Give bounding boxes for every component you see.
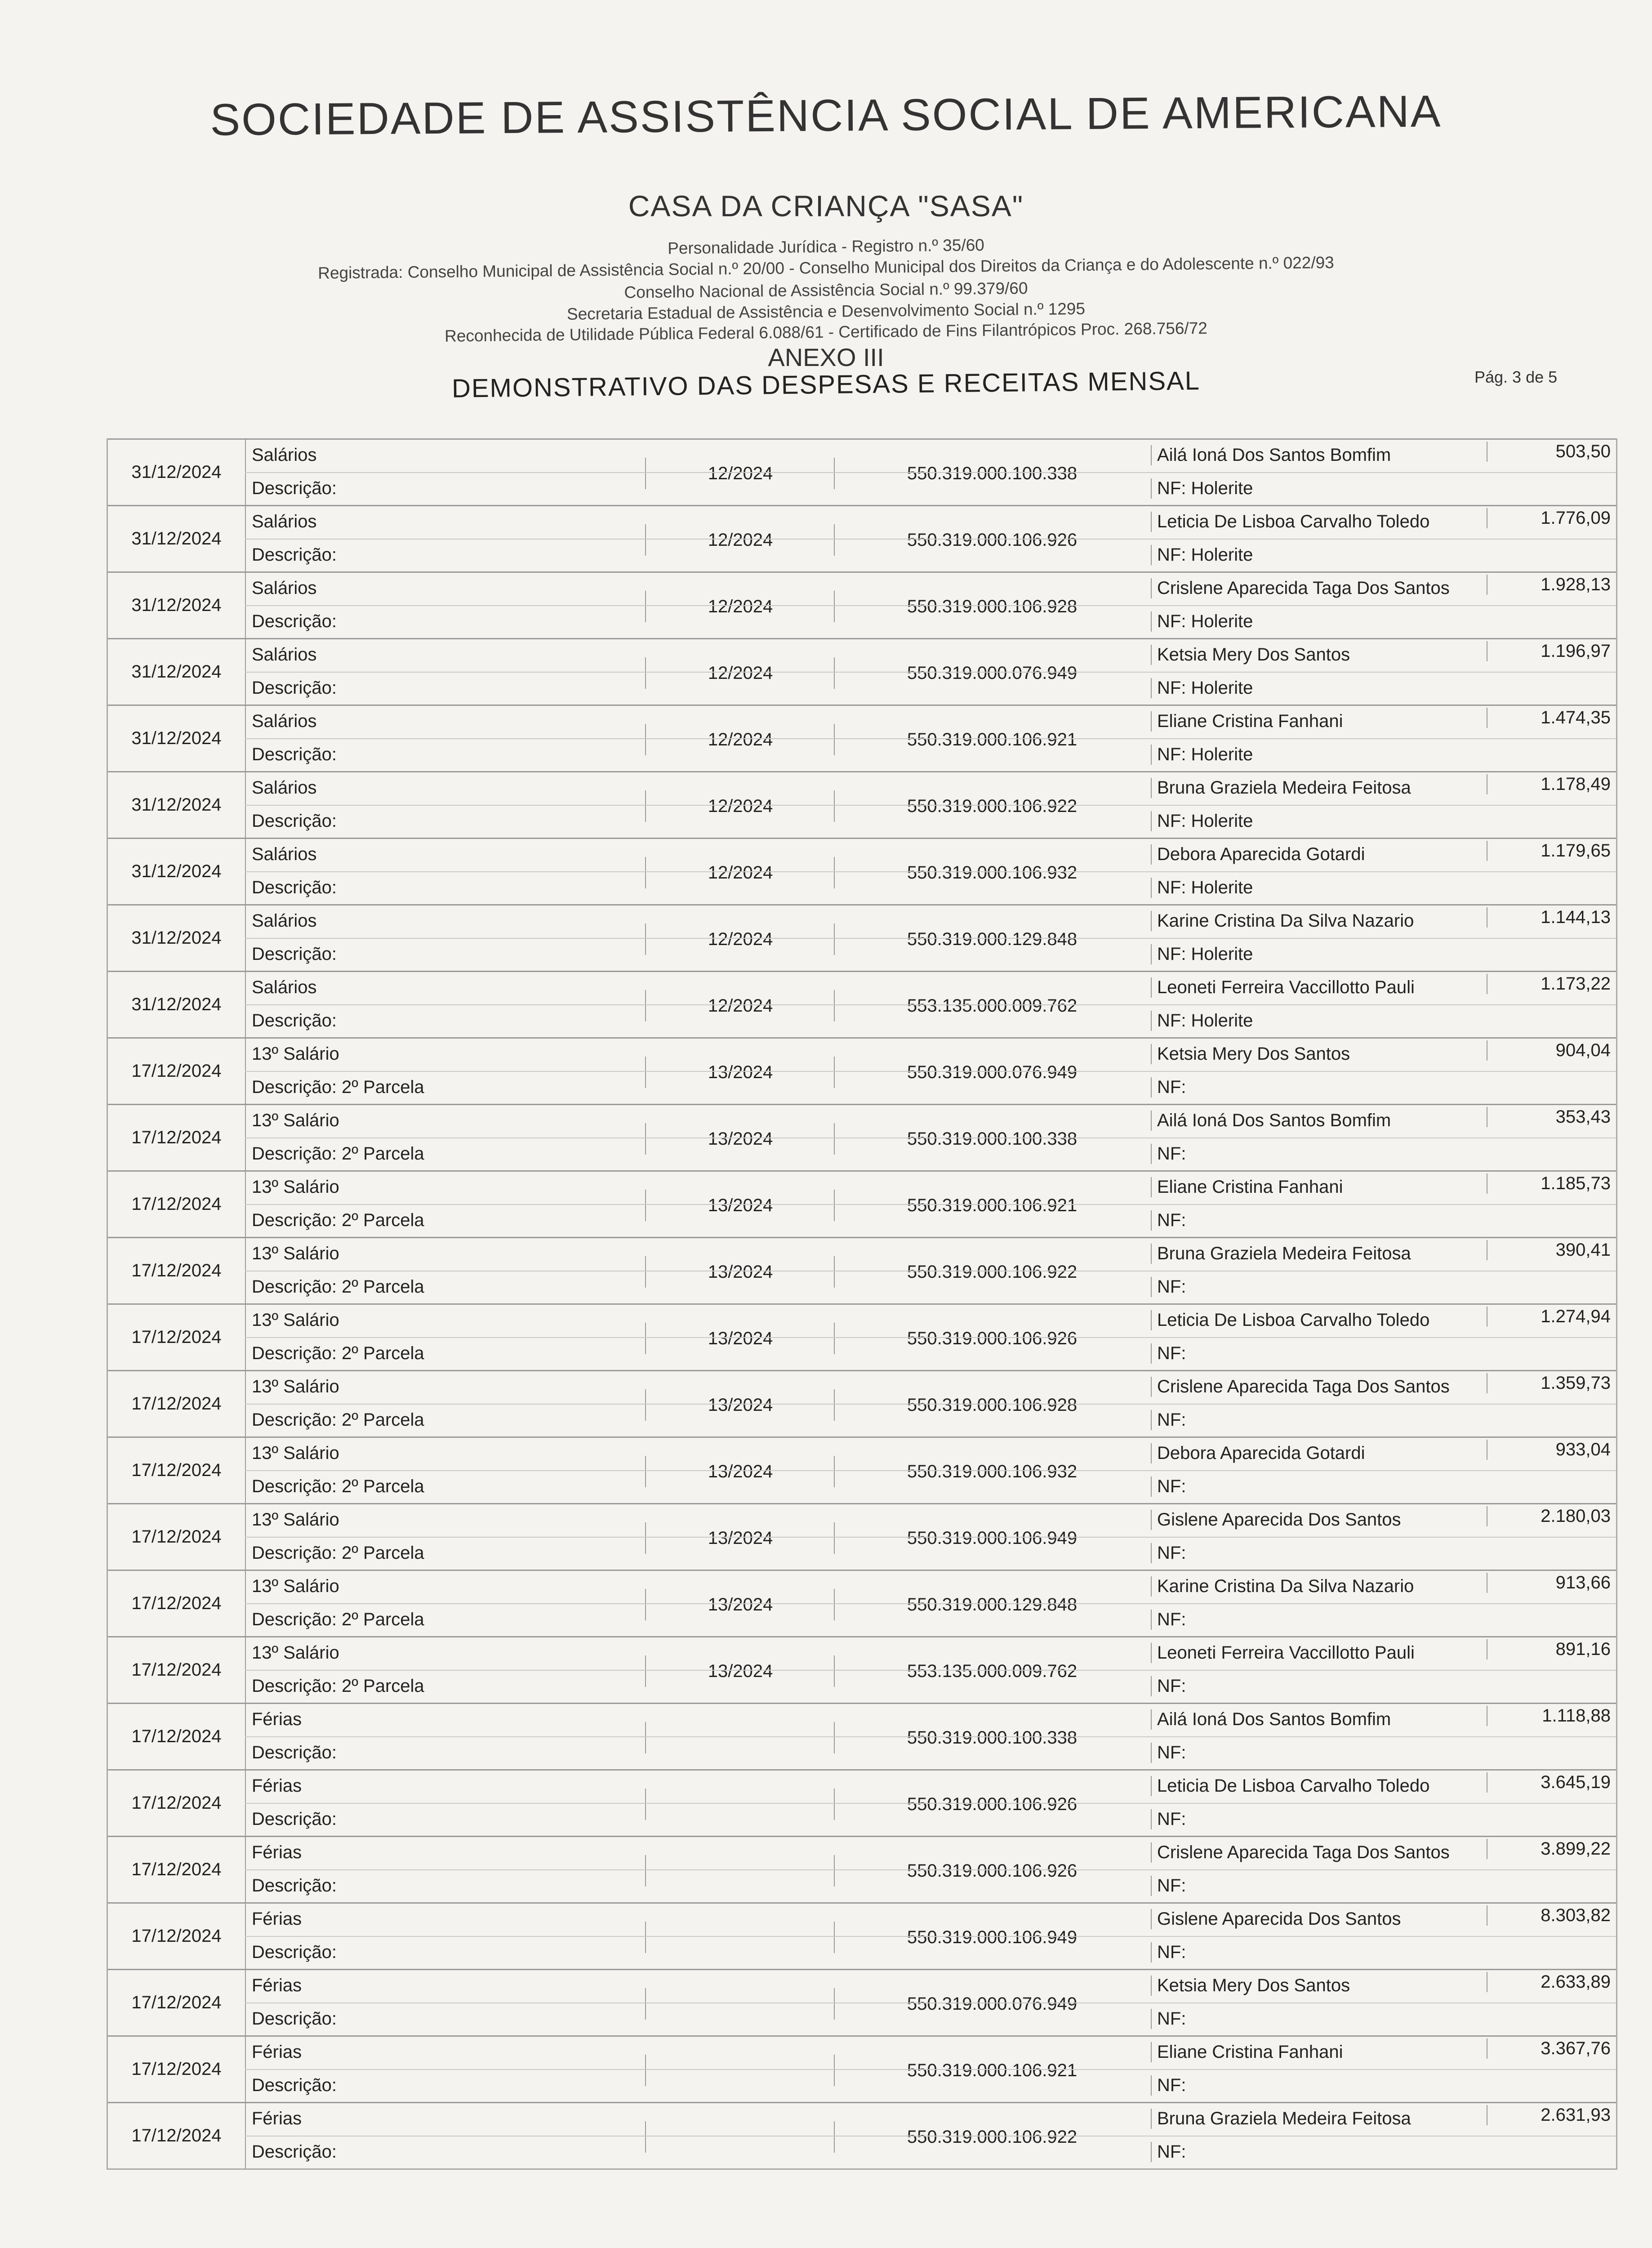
entry-competence: 13/2024 xyxy=(645,1389,835,1421)
entry-account: 550.319.000.106.921 xyxy=(834,2055,1149,2086)
entry-description: Descrição: 2º Parcela xyxy=(252,1410,424,1430)
entry-description: Descrição: xyxy=(252,811,337,831)
entry-competence: 12/2024 xyxy=(645,524,835,556)
entry-employee-name: Crislene Aparecida Taga Dos Santos xyxy=(1151,1377,1450,1397)
entry-date: 17/12/2024 xyxy=(108,1105,246,1170)
table-row xyxy=(108,838,1616,904)
entry-category: 13º Salário xyxy=(252,1643,339,1663)
entry-competence xyxy=(645,1789,835,1820)
entry-amount: 3.367,76 xyxy=(1487,2038,1611,2059)
entry-nf: NF: xyxy=(1151,1743,1186,1763)
entry-nf: NF: Holerite xyxy=(1151,678,1253,698)
registration-line-4: Secretaria Estadual de Assistência e Desenvolvimento Social n.º 1295 xyxy=(566,299,1086,324)
registration-line-3: Conselho Nacional de Assistência Social n.º 99.379/60 xyxy=(624,279,1028,302)
entry-description: Descrição: 2º Parcela xyxy=(252,1144,424,1164)
entry-amount: 1.196,97 xyxy=(1487,641,1611,661)
entry-amount: 8.303,82 xyxy=(1487,1905,1611,1926)
entry-category: 13º Salário xyxy=(252,1443,339,1463)
entry-account: 550.319.000.100.338 xyxy=(834,1123,1149,1155)
entry-employee-name: Crislene Aparecida Taga Dos Santos xyxy=(1151,578,1450,598)
entry-category: Férias xyxy=(252,1709,302,1729)
entry-competence: 12/2024 xyxy=(645,458,835,489)
entry-description: Descrição: xyxy=(252,745,337,764)
entry-competence: 12/2024 xyxy=(645,591,835,622)
table-row xyxy=(108,1037,1616,1104)
registration-line-1: Personalidade Jurídica - Registro n.º 35/60 xyxy=(668,236,984,258)
entry-date: 31/12/2024 xyxy=(108,972,246,1037)
entry-amount: 1.118,88 xyxy=(1487,1706,1611,1726)
entry-employee-name: Leoneti Ferreira Vaccillotto Pauli xyxy=(1151,977,1415,998)
entry-employee-name: Eliane Cristina Fanhani xyxy=(1151,711,1343,731)
registration-line-5: Reconhecida de Utilidade Pública Federal 6.088/61 - Certificado de Fins Filantrópicos Proc. 268.756/72 xyxy=(444,319,1208,345)
entry-nf: NF: xyxy=(1151,1942,1186,1963)
entry-description: Descrição: 2º Parcela xyxy=(252,1210,424,1230)
entry-description: Descrição: 2º Parcela xyxy=(252,1077,424,1097)
entry-competence: 13/2024 xyxy=(645,1522,835,1554)
table-row xyxy=(108,971,1616,1037)
entry-nf: NF: xyxy=(1151,1077,1186,1097)
entry-date: 31/12/2024 xyxy=(108,839,246,904)
entry-account: 550.319.000.106.926 xyxy=(834,1789,1149,1820)
entry-account: 550.319.000.106.926 xyxy=(834,1855,1149,1887)
entry-description: Descrição: 2º Parcela xyxy=(252,1610,424,1629)
entry-nf: NF: Holerite xyxy=(1151,478,1253,499)
entry-nf: NF: xyxy=(1151,1343,1186,1364)
entry-date: 31/12/2024 xyxy=(108,440,246,505)
entry-category: Salários xyxy=(252,911,317,931)
entry-description: Descrição: xyxy=(252,1809,337,1829)
entry-employee-name: Bruna Graziela Medeira Feitosa xyxy=(1151,778,1411,798)
table-row xyxy=(108,904,1616,971)
entry-date: 31/12/2024 xyxy=(108,506,246,571)
entry-nf: NF: Holerite xyxy=(1151,745,1253,765)
table-row xyxy=(108,1370,1616,1436)
entry-employee-name: Bruna Graziela Medeira Feitosa xyxy=(1151,2109,1411,2129)
entry-category: 13º Salário xyxy=(252,1377,339,1396)
entry-amount: 913,66 xyxy=(1487,1573,1611,1593)
entry-description: Descrição: 2º Parcela xyxy=(252,1676,424,1696)
entry-account: 550.319.000.106.922 xyxy=(834,790,1149,822)
entry-competence: 13/2024 xyxy=(645,1256,835,1288)
entry-description: Descrição: xyxy=(252,1876,337,1896)
entry-employee-name: Eliane Cristina Fanhani xyxy=(1151,1177,1343,1197)
entry-competence: 12/2024 xyxy=(645,790,835,822)
entry-amount: 353,43 xyxy=(1487,1107,1611,1127)
entry-account: 550.319.000.106.932 xyxy=(834,857,1149,888)
table-row xyxy=(108,1436,1616,1503)
entry-category: Salários xyxy=(252,977,317,997)
entry-category: 13º Salário xyxy=(252,1310,339,1330)
entry-date: 17/12/2024 xyxy=(108,1771,246,1836)
entry-employee-name: Leoneti Ferreira Vaccillotto Pauli xyxy=(1151,1643,1415,1663)
entry-description: Descrição: xyxy=(252,2142,337,2162)
entry-account: 550.319.000.100.338 xyxy=(834,1722,1149,1753)
entry-account: 550.319.000.076.949 xyxy=(834,657,1149,689)
entry-amount: 1.274,94 xyxy=(1487,1307,1611,1327)
entry-account: 550.319.000.129.848 xyxy=(834,1589,1149,1620)
entry-amount: 1.474,35 xyxy=(1487,708,1611,728)
entry-date: 17/12/2024 xyxy=(108,1904,246,1969)
entry-category: 13º Salário xyxy=(252,1576,339,1596)
entry-description: Descrição: xyxy=(252,1942,337,1962)
entry-description: Descrição: xyxy=(252,478,337,498)
entry-amount: 2.633,89 xyxy=(1487,1972,1611,1992)
entry-nf: NF: xyxy=(1151,1210,1186,1231)
entry-employee-name: Debora Aparecida Gotardi xyxy=(1151,1443,1365,1463)
entry-amount: 2.631,93 xyxy=(1487,2105,1611,2125)
entry-nf: NF: xyxy=(1151,1676,1186,1696)
entry-description: Descrição: xyxy=(252,2009,337,2029)
entry-employee-name: Leticia De Lisboa Carvalho Toledo xyxy=(1151,512,1429,532)
entry-nf: NF: Holerite xyxy=(1151,611,1253,632)
entry-nf: NF: xyxy=(1151,1144,1186,1164)
entry-competence: 12/2024 xyxy=(645,724,835,755)
entry-account: 550.319.000.106.921 xyxy=(834,1190,1149,1221)
entry-employee-name: Karine Cristina Da Silva Nazario xyxy=(1151,911,1414,931)
entry-date: 17/12/2024 xyxy=(108,2103,246,2168)
entry-amount: 904,04 xyxy=(1487,1040,1611,1061)
entry-account: 550.319.000.076.949 xyxy=(834,1988,1149,2020)
entry-employee-name: Leticia De Lisboa Carvalho Toledo xyxy=(1151,1776,1429,1796)
entry-date: 31/12/2024 xyxy=(108,905,246,971)
entry-account: 550.319.000.076.949 xyxy=(834,1057,1149,1088)
entry-amount: 3.899,22 xyxy=(1487,1839,1611,1859)
entry-employee-name: Gislene Aparecida Dos Santos xyxy=(1151,1909,1401,1929)
entry-description: Descrição: xyxy=(252,611,337,631)
entry-date: 31/12/2024 xyxy=(108,573,246,638)
entry-employee-name: Ailá Ioná Dos Santos Bomfim xyxy=(1151,1709,1391,1730)
table-row xyxy=(108,571,1616,638)
entry-description: Descrição: 2º Parcela xyxy=(252,1343,424,1363)
entry-nf: NF: xyxy=(1151,2009,1186,2029)
entry-employee-name: Ailá Ioná Dos Santos Bomfim xyxy=(1151,445,1391,465)
entry-employee-name: Debora Aparecida Gotardi xyxy=(1151,844,1365,865)
entry-nf: NF: xyxy=(1151,1476,1186,1497)
table-row xyxy=(108,1303,1616,1370)
registration-line-2: Registrada: Conselho Municipal de Assistência Social n.º 20/00 - Conselho Municipal dos Direitos da Criança e do Adolescente n.º 022/93 xyxy=(317,253,1334,282)
entry-nf: NF: xyxy=(1151,1610,1186,1630)
entry-nf: NF: xyxy=(1151,1410,1186,1430)
entry-competence: 12/2024 xyxy=(645,990,835,1021)
entry-amount: 891,16 xyxy=(1487,1639,1611,1659)
entry-category: Salários xyxy=(252,512,317,531)
entry-category: Salários xyxy=(252,578,317,598)
entry-category: Salários xyxy=(252,844,317,864)
entry-competence: 13/2024 xyxy=(645,1456,835,1487)
entry-employee-name: Ketsia Mery Dos Santos xyxy=(1151,1976,1350,1996)
table-row xyxy=(108,705,1616,771)
entry-amount: 1.928,13 xyxy=(1487,575,1611,595)
entry-description: Descrição: xyxy=(252,678,337,698)
entry-employee-name: Bruna Graziela Medeira Feitosa xyxy=(1151,1244,1411,1264)
table-row xyxy=(108,1170,1616,1237)
entry-account: 550.319.000.106.926 xyxy=(834,524,1149,556)
entry-employee-name: Karine Cristina Da Silva Nazario xyxy=(1151,1576,1414,1597)
table-row xyxy=(108,1570,1616,1636)
entry-amount: 1.144,13 xyxy=(1487,907,1611,928)
entry-date: 31/12/2024 xyxy=(108,706,246,771)
entry-amount: 3.645,19 xyxy=(1487,1772,1611,1793)
entry-competence: 13/2024 xyxy=(645,1123,835,1155)
entry-date: 31/12/2024 xyxy=(108,639,246,705)
entry-competence: 12/2024 xyxy=(645,923,835,955)
entry-competence: 13/2024 xyxy=(645,1190,835,1221)
entry-competence: 12/2024 xyxy=(645,857,835,888)
entry-employee-name: Ketsia Mery Dos Santos xyxy=(1151,1044,1350,1064)
entry-competence: 12/2024 xyxy=(645,657,835,689)
entry-date: 17/12/2024 xyxy=(108,1837,246,1902)
entry-category: Salários xyxy=(252,445,317,465)
table-row xyxy=(108,638,1616,705)
entry-account: 550.319.000.106.922 xyxy=(834,1256,1149,1288)
entry-competence xyxy=(645,2121,835,2153)
entry-nf: NF: Holerite xyxy=(1151,878,1253,898)
entry-date: 17/12/2024 xyxy=(108,1438,246,1503)
entry-category: Férias xyxy=(252,1976,302,1995)
table-row xyxy=(108,438,1616,505)
table-row xyxy=(108,1836,1616,1902)
entry-account: 550.319.000.106.921 xyxy=(834,724,1149,755)
entry-date: 17/12/2024 xyxy=(108,1637,246,1703)
table-row xyxy=(108,771,1616,838)
entry-category: Férias xyxy=(252,1842,302,1862)
entry-employee-name: Gislene Aparecida Dos Santos xyxy=(1151,1510,1401,1530)
table-row xyxy=(108,1636,1616,1703)
entry-amount: 1.359,73 xyxy=(1487,1373,1611,1393)
entry-employee-name: Ailá Ioná Dos Santos Bomfim xyxy=(1151,1111,1391,1131)
entry-category: Férias xyxy=(252,2042,302,2062)
entry-date: 17/12/2024 xyxy=(108,2037,246,2102)
entry-nf: NF: xyxy=(1151,1809,1186,1829)
entry-account: 553.135.000.009.762 xyxy=(834,990,1149,1021)
entry-category: Férias xyxy=(252,1776,302,1796)
entry-competence xyxy=(645,1722,835,1753)
entry-date: 17/12/2024 xyxy=(108,1172,246,1237)
entry-category: Férias xyxy=(252,1909,302,1929)
entry-account: 550.319.000.106.928 xyxy=(834,591,1149,622)
entry-competence xyxy=(645,1988,835,2020)
entry-employee-name: Leticia De Lisboa Carvalho Toledo xyxy=(1151,1310,1429,1330)
entry-description: Descrição: xyxy=(252,2075,337,2095)
entry-employee-name: Ketsia Mery Dos Santos xyxy=(1151,645,1350,665)
entry-nf: NF: xyxy=(1151,1277,1186,1297)
entry-category: 13º Salário xyxy=(252,1177,339,1197)
entry-amount: 390,41 xyxy=(1487,1240,1611,1260)
entry-amount: 1.179,65 xyxy=(1487,841,1611,861)
entry-date: 17/12/2024 xyxy=(108,1970,246,2035)
entry-description: Descrição: xyxy=(252,944,337,964)
organization-name: SOCIEDADE DE ASSISTÊNCIA SOCIAL DE AMERICANA xyxy=(210,86,1442,145)
page-number: Pág. 3 de 5 xyxy=(1474,368,1558,386)
entry-amount: 1.178,49 xyxy=(1487,774,1611,794)
entry-category: 13º Salário xyxy=(252,1044,339,1064)
table-row xyxy=(108,1503,1616,1570)
entry-amount: 1.776,09 xyxy=(1487,508,1611,528)
entry-nf: NF: Holerite xyxy=(1151,1011,1253,1031)
entry-date: 17/12/2024 xyxy=(108,1238,246,1303)
expense-table xyxy=(107,438,1617,2170)
entry-amount: 2.180,03 xyxy=(1487,1506,1611,1526)
entry-nf: NF: Holerite xyxy=(1151,944,1253,964)
entry-category: Férias xyxy=(252,2109,302,2128)
table-row xyxy=(108,1769,1616,1836)
entry-category: Salários xyxy=(252,711,317,731)
entry-account: 550.319.000.106.928 xyxy=(834,1389,1149,1421)
entry-category: 13º Salário xyxy=(252,1510,339,1530)
entry-competence xyxy=(645,1922,835,1953)
table-row xyxy=(108,505,1616,571)
entry-account: 550.319.000.106.949 xyxy=(834,1922,1149,1953)
entry-employee-name: Eliane Cristina Fanhani xyxy=(1151,2042,1343,2062)
entry-account: 550.319.000.129.848 xyxy=(834,923,1149,955)
entry-account: 553.135.000.009.762 xyxy=(834,1655,1149,1687)
entry-category: Salários xyxy=(252,778,317,798)
entry-date: 17/12/2024 xyxy=(108,1039,246,1104)
entry-category: 13º Salário xyxy=(252,1244,339,1263)
entry-date: 17/12/2024 xyxy=(108,1371,246,1436)
entry-competence: 13/2024 xyxy=(645,1057,835,1088)
entry-nf: NF: xyxy=(1151,1543,1186,1563)
entry-amount: 933,04 xyxy=(1487,1440,1611,1460)
entry-date: 17/12/2024 xyxy=(108,1305,246,1370)
statement-title: DEMONSTRATIVO DAS DESPESAS E RECEITAS MENSAL xyxy=(451,366,1201,403)
entry-description: Descrição: xyxy=(252,1011,337,1030)
entry-account: 550.319.000.106.949 xyxy=(834,1522,1149,1554)
entry-competence xyxy=(645,2055,835,2086)
entry-account: 550.319.000.106.926 xyxy=(834,1323,1149,1354)
entry-description: Descrição: 2º Parcela xyxy=(252,1543,424,1563)
table-row xyxy=(108,1902,1616,1969)
entry-date: 17/12/2024 xyxy=(108,1571,246,1636)
entry-description: Descrição: 2º Parcela xyxy=(252,1277,424,1297)
table-row xyxy=(108,1703,1616,1769)
entry-nf: NF: Holerite xyxy=(1151,545,1253,565)
entry-nf: NF: xyxy=(1151,1876,1186,1896)
entry-nf: NF: xyxy=(1151,2142,1186,2162)
entry-date: 17/12/2024 xyxy=(108,1704,246,1769)
entry-category: Salários xyxy=(252,645,317,665)
table-row xyxy=(108,2035,1616,2102)
entry-nf: NF: Holerite xyxy=(1151,811,1253,831)
table-row xyxy=(108,1104,1616,1170)
institution-subtitle: CASA DA CRIANÇA "SASA" xyxy=(628,189,1024,223)
entry-account: 550.319.000.100.338 xyxy=(834,458,1149,489)
entry-employee-name: Crislene Aparecida Taga Dos Santos xyxy=(1151,1842,1450,1863)
entry-category: 13º Salário xyxy=(252,1111,339,1130)
entry-account: 550.319.000.106.932 xyxy=(834,1456,1149,1487)
table-row xyxy=(108,1237,1616,1303)
table-row xyxy=(108,1969,1616,2035)
entry-competence: 13/2024 xyxy=(645,1589,835,1620)
entry-date: 31/12/2024 xyxy=(108,772,246,838)
entry-date: 17/12/2024 xyxy=(108,1504,246,1570)
entry-description: Descrição: xyxy=(252,1743,337,1762)
entry-competence xyxy=(645,1855,835,1887)
entry-description: Descrição: xyxy=(252,545,337,565)
entry-account: 550.319.000.106.922 xyxy=(834,2121,1149,2153)
entry-nf: NF: xyxy=(1151,2075,1186,2096)
entry-amount: 1.173,22 xyxy=(1487,974,1611,994)
annex-label: ANEXO III xyxy=(768,343,884,371)
table-row xyxy=(108,2102,1616,2168)
entry-description: Descrição: xyxy=(252,878,337,897)
entry-competence: 13/2024 xyxy=(645,1655,835,1687)
entry-description: Descrição: 2º Parcela xyxy=(252,1476,424,1496)
entry-amount: 1.185,73 xyxy=(1487,1173,1611,1194)
entry-competence: 13/2024 xyxy=(645,1323,835,1354)
entry-amount: 503,50 xyxy=(1487,442,1611,462)
